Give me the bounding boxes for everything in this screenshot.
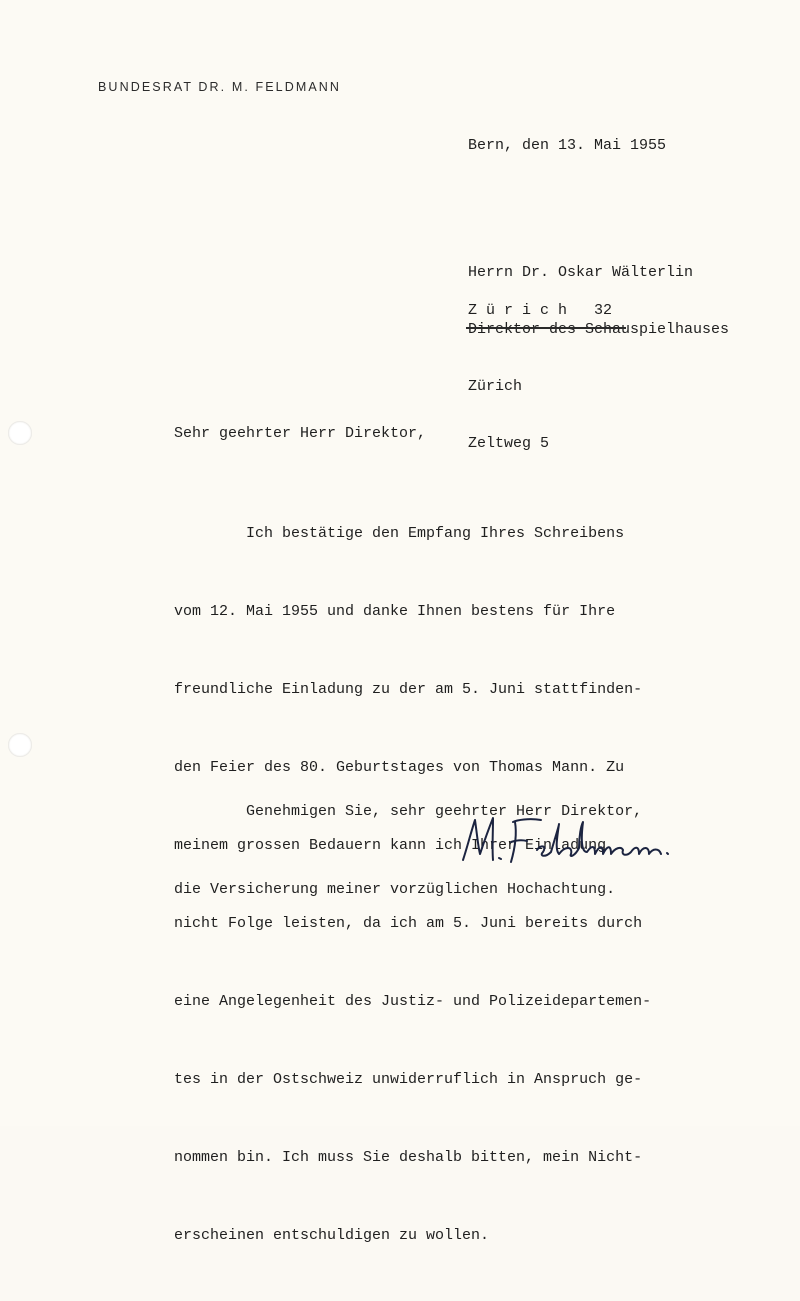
salutation: Sehr geehrter Herr Direktor, — [174, 425, 427, 442]
body-line: eine Angelegenheit des Justiz- und Polizeidepartemen- — [174, 993, 652, 1010]
body-line: tes in der Ostschweiz unwiderruflich in Anspruch ge- — [174, 1071, 643, 1088]
closing-line: die Versicherung meiner vorzüglichen Hochachtung. — [174, 881, 616, 898]
punch-hole-upper — [8, 421, 32, 445]
date-line: Bern, den 13. Mai 1955 — [468, 137, 667, 154]
recipient-line: Herrn Dr. Oskar Wälterlin — [468, 264, 694, 281]
recipient-city: Z ü r i c h 32 — [468, 302, 613, 319]
body-line: den Feier des 80. Geburtstages von Thomas Mann. Zu — [174, 759, 625, 776]
recipient-line: Zürich — [468, 378, 523, 395]
city-underline — [466, 327, 626, 329]
body-line: nommen bin. Ich muss Sie deshalb bitten, mein Nicht- — [174, 1149, 643, 1166]
recipient-address — [468, 225, 729, 491]
body-line: freundliche Einladung zu der am 5. Juni stattfinden- — [174, 681, 643, 698]
letterhead: BUNDESRAT DR. M. FELDMANN — [98, 80, 342, 94]
body-line: meinem grossen Bedauern kann ich Ihrer Einladung — [174, 837, 607, 854]
punch-hole-lower — [8, 733, 32, 757]
body-line: vom 12. Mai 1955 und danke Ihnen bestens für Ihre — [174, 603, 616, 620]
body-line: Ich bestätige den Empfang Ihres Schreibens — [174, 525, 625, 542]
recipient-line: Direktor des Schauspielhauses — [468, 321, 730, 338]
body-line: nicht Folge leisten, da ich am 5. Juni bereits durch — [174, 915, 643, 932]
body-line: erscheinen entschuldigen zu wollen. — [174, 1227, 490, 1244]
recipient-line: Zeltweg 5 — [468, 435, 550, 452]
handwritten-signature — [455, 808, 695, 870]
closing-line: Genehmigen Sie, sehr geehrter Herr Direktor, — [174, 803, 643, 820]
